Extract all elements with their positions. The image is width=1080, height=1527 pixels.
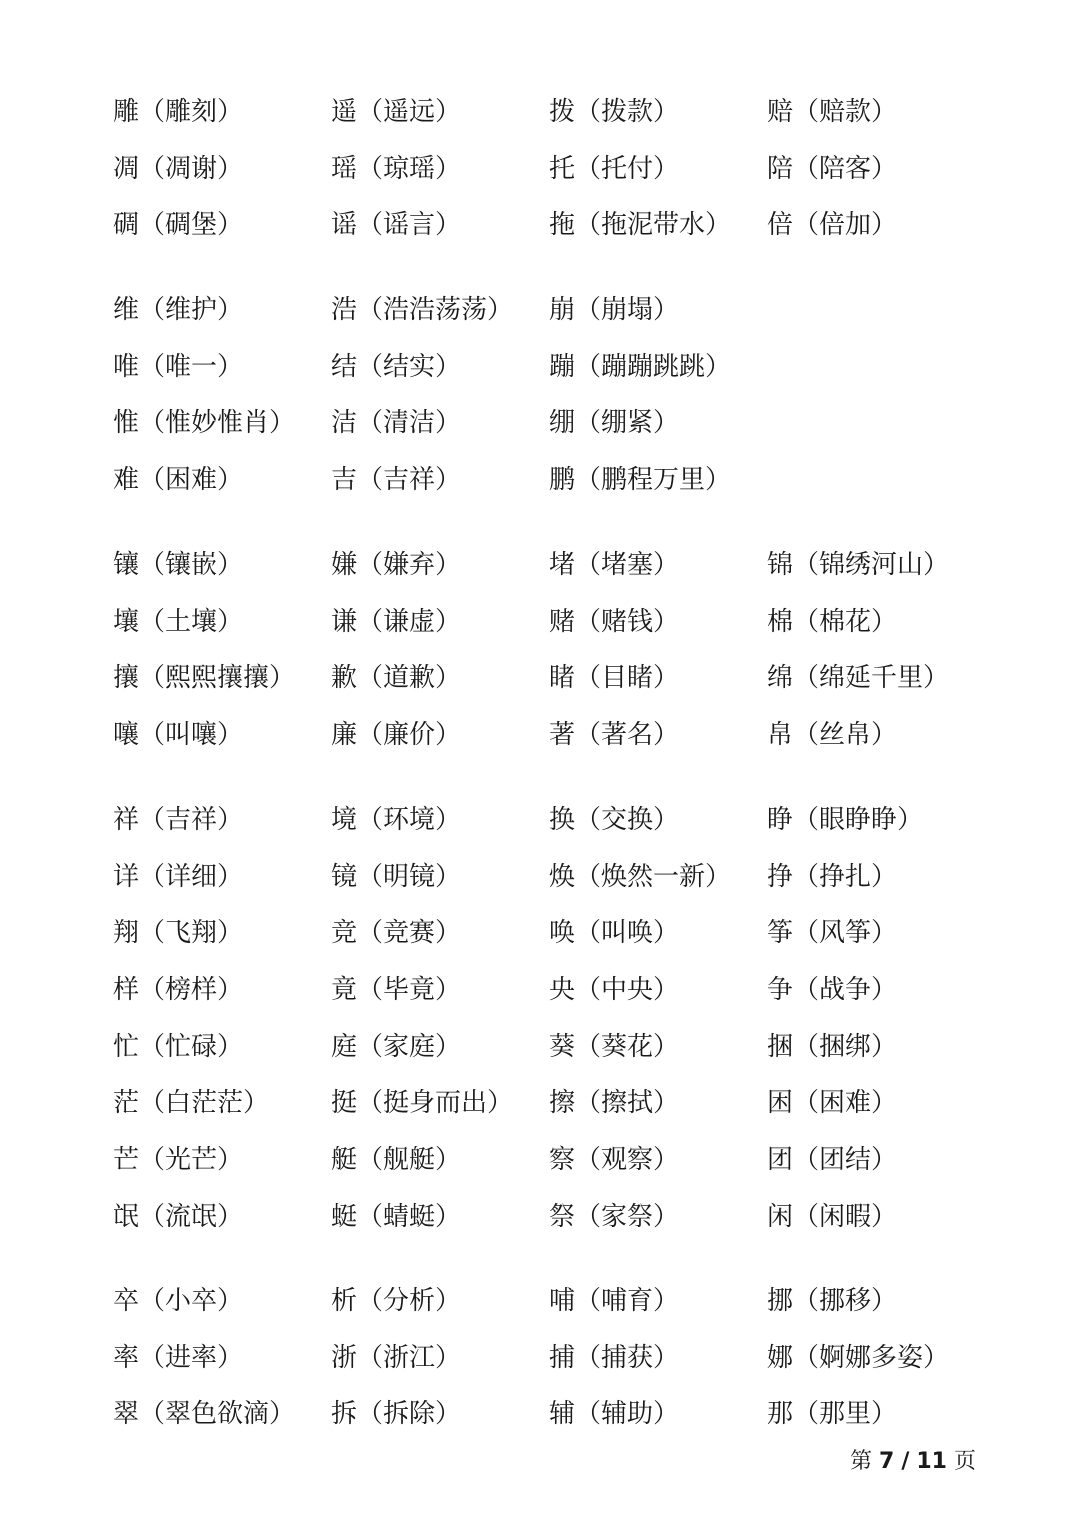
table-row <box>113 650 1013 707</box>
word-entry: 艇（舰艇） <box>331 1145 462 1176</box>
word-entry: 歉（道歉） <box>331 663 462 694</box>
word-entry: 境（环境） <box>331 805 462 835</box>
table-row <box>113 849 1013 906</box>
word-entry: 葵（葵花） <box>549 1031 680 1062</box>
word-entry: 洁（清洁） <box>331 408 462 439</box>
word-entry: 浙（浙江） <box>331 1342 462 1373</box>
word-entry: 镜（明镜） <box>331 861 462 892</box>
word-entry: 睹（目睹） <box>549 663 680 694</box>
word-entry: 结（结实） <box>331 351 462 382</box>
word-entry: 央（中央） <box>549 975 680 1006</box>
word-entry: 赔（赔款） <box>767 97 898 127</box>
word-entry: 擦（擦拭） <box>549 1088 680 1119</box>
word-group-2 <box>113 282 1013 509</box>
table-row <box>113 141 1013 198</box>
word-entry: 瑶（琼瑶） <box>331 153 462 184</box>
word-entry: 凋（凋谢） <box>113 153 244 184</box>
table-row <box>113 282 1013 339</box>
word-entry: 率（进率） <box>113 1342 244 1373</box>
table-row <box>113 962 1013 1019</box>
word-entry: 棉（棉花） <box>767 606 898 637</box>
word-group-1 <box>113 84 1013 254</box>
word-entry: 拖（拖泥带水） <box>549 210 732 241</box>
word-entry: 挪（挪移） <box>767 1286 898 1316</box>
table-row <box>113 905 1013 962</box>
word-entry: 锦（锦绣河山） <box>767 550 950 580</box>
word-entry: 焕（焕然一新） <box>549 861 732 892</box>
word-entry: 困（困难） <box>767 1088 898 1119</box>
table-row <box>113 537 1013 594</box>
table-row <box>113 594 1013 651</box>
word-entry: 挺（挺身而出） <box>331 1088 514 1119</box>
word-entry: 浩（浩浩荡荡） <box>331 295 514 325</box>
table-row <box>113 792 1013 849</box>
word-entry: 捕（捕获） <box>549 1342 680 1373</box>
word-group-3 <box>113 537 1013 764</box>
table-row <box>113 1075 1013 1132</box>
word-entry: 帛（丝帛） <box>767 720 898 751</box>
table-row <box>113 1273 1013 1330</box>
word-entry: 祭（家祭） <box>549 1201 680 1232</box>
table-row <box>113 1019 1013 1076</box>
word-entry: 托（托付） <box>549 153 680 184</box>
word-entry: 样（榜样） <box>113 975 244 1006</box>
word-entry: 赌（赌钱） <box>549 606 680 637</box>
word-entry: 嫌（嫌弃） <box>331 550 462 580</box>
word-entry: 忙（忙碌） <box>113 1031 244 1062</box>
word-entry: 谦（谦虚） <box>331 606 462 637</box>
word-entry: 闲（闲暇） <box>767 1201 898 1232</box>
page-number-prefix: 第 <box>849 1449 872 1474</box>
word-entry: 察（观察） <box>549 1145 680 1176</box>
word-entry: 翠（翠色欲滴） <box>113 1399 296 1430</box>
word-entry: 遥（遥远） <box>331 97 462 127</box>
word-entry: 唤（叫唤） <box>549 918 680 949</box>
word-entry: 陪（陪客） <box>767 153 898 184</box>
word-entry: 那（那里） <box>767 1399 898 1430</box>
word-entry: 绵（绵延千里） <box>767 663 950 694</box>
word-entry: 争（战争） <box>767 975 898 1006</box>
word-group-4 <box>113 792 1013 1246</box>
word-entry: 绷（绷紧） <box>549 408 680 439</box>
word-entry: 堵（堵塞） <box>549 550 680 580</box>
word-entry: 竟（毕竟） <box>331 975 462 1006</box>
word-entry: 鹏（鹏程万里） <box>549 465 732 496</box>
table-row <box>113 452 1013 509</box>
word-entry: 碉（碉堡） <box>113 210 244 241</box>
word-entry: 廉（廉价） <box>331 720 462 751</box>
word-entry: 芒（光芒） <box>113 1145 244 1176</box>
word-entry: 换（交换） <box>549 805 680 835</box>
word-entry: 庭（家庭） <box>331 1031 462 1062</box>
table-row <box>113 339 1013 396</box>
word-entry: 雕（雕刻） <box>113 97 244 127</box>
table-row <box>113 84 1013 141</box>
word-entry: 著（著名） <box>549 720 680 751</box>
page-number-total: 11 <box>916 1449 947 1474</box>
word-entry: 蜓（蜻蜓） <box>331 1201 462 1232</box>
word-entry: 筝（风筝） <box>767 918 898 949</box>
word-entry: 茫（白茫茫） <box>113 1088 270 1119</box>
word-entry: 镶（镶嵌） <box>113 550 244 580</box>
table-row <box>113 707 1013 764</box>
word-entry: 崩（崩塌） <box>549 295 680 325</box>
word-entry: 娜（婀娜多姿） <box>767 1342 950 1373</box>
word-entry: 详（详细） <box>113 861 244 892</box>
word-entry: 析（分析） <box>331 1286 462 1316</box>
word-entry: 维（维护） <box>113 295 244 325</box>
table-row <box>113 1386 1013 1443</box>
table-row <box>113 1330 1013 1387</box>
word-entry: 氓（流氓） <box>113 1201 244 1232</box>
table-row <box>113 395 1013 452</box>
word-entry: 拨（拨款） <box>549 97 680 127</box>
word-group-5 <box>113 1273 1013 1443</box>
table-row <box>113 1132 1013 1189</box>
page-number-suffix: 页 <box>953 1449 976 1474</box>
word-entry: 哺（哺育） <box>549 1286 680 1316</box>
word-entry: 卒（小卒） <box>113 1286 244 1316</box>
word-entry: 唯（唯一） <box>113 351 244 382</box>
word-entry: 团（团结） <box>767 1145 898 1176</box>
page-number-separator: / <box>901 1449 910 1474</box>
word-entry: 睁（眼睁睁） <box>767 805 924 835</box>
word-entry: 壤（土壤） <box>113 606 244 637</box>
word-entry: 翔（飞翔） <box>113 918 244 949</box>
word-entry: 捆（捆绑） <box>767 1031 898 1062</box>
word-entry: 惟（惟妙惟肖） <box>113 408 296 439</box>
word-entry: 竞（竞赛） <box>331 918 462 949</box>
word-entry: 吉（吉祥） <box>331 465 462 496</box>
word-entry: 难（困难） <box>113 465 244 496</box>
word-entry: 辅（辅助） <box>549 1399 680 1430</box>
word-entry: 嚷（叫嚷） <box>113 720 244 751</box>
word-entry: 攘（熙熙攘攘） <box>113 663 296 694</box>
table-row <box>113 197 1013 254</box>
word-entry: 祥（吉祥） <box>113 805 244 835</box>
word-entry: 蹦（蹦蹦跳跳） <box>549 351 732 382</box>
page-number <box>850 1444 976 1480</box>
word-entry: 谣（谣言） <box>331 210 462 241</box>
table-row <box>113 1189 1013 1246</box>
word-entry: 倍（倍加） <box>767 210 898 241</box>
word-entry: 挣（挣扎） <box>767 861 898 892</box>
word-entry: 拆（拆除） <box>331 1399 462 1430</box>
page-number-current: 7 <box>879 1449 895 1474</box>
